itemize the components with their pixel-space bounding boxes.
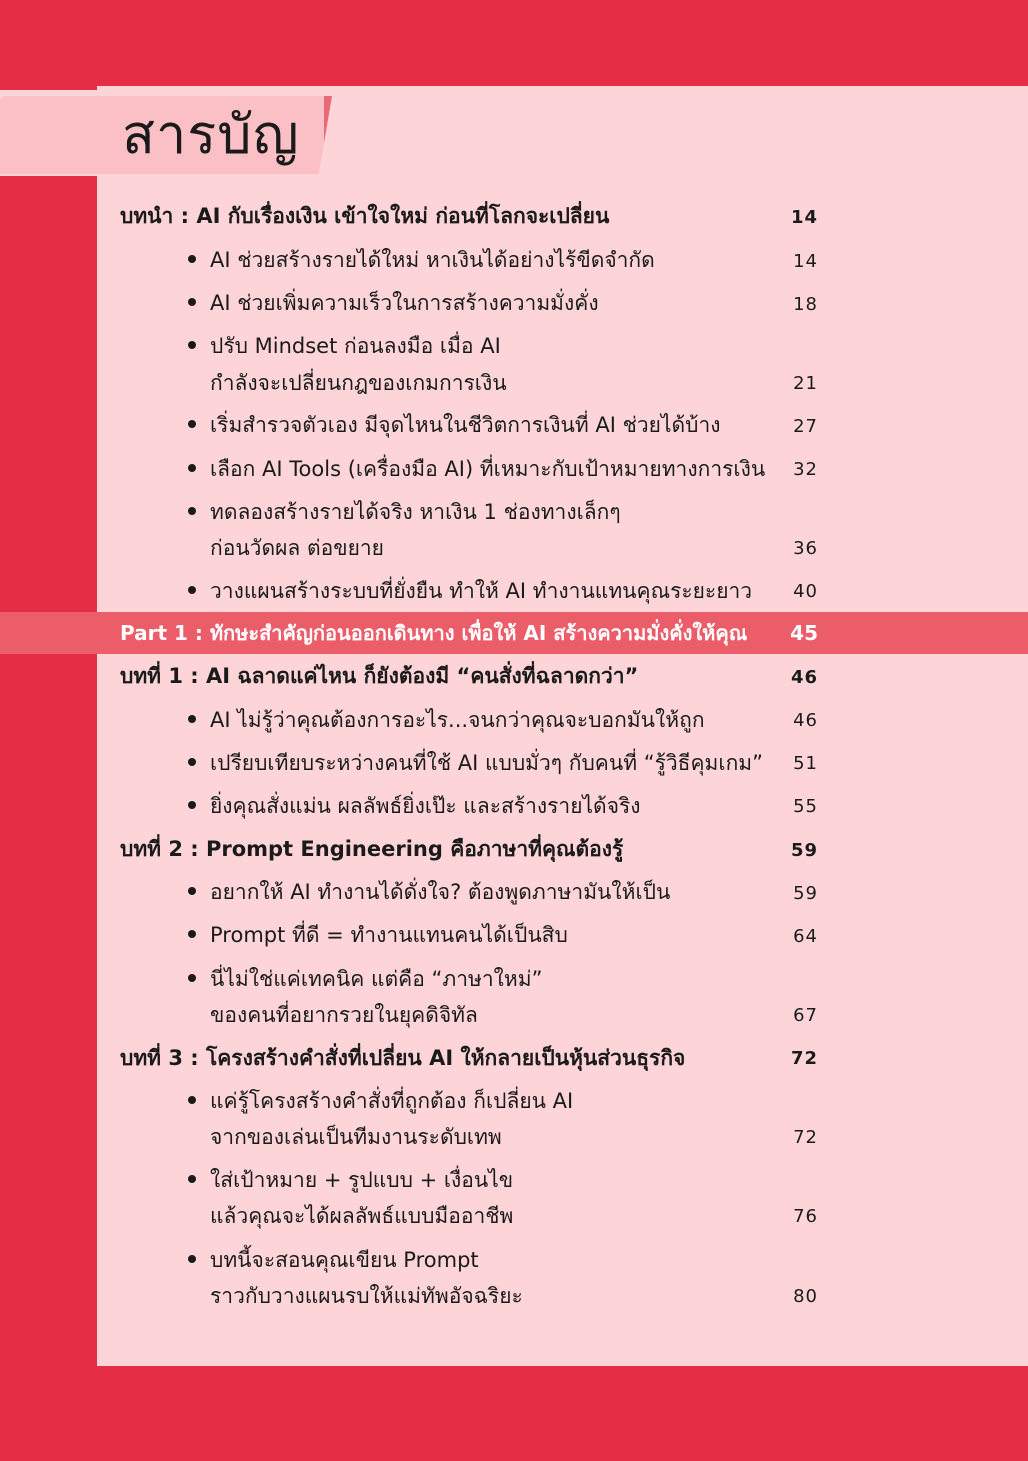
bullet-icon — [188, 507, 196, 515]
toc-page-number: 14 — [793, 251, 818, 272]
toc-item[interactable]: Prompt ที่ดี = ทำงานแทนคนได้เป็นสิบ — [188, 921, 568, 949]
toc-page-number: 45 — [790, 621, 818, 645]
toc-chapter-2[interactable]: บทที่ 2 : Prompt Engineering คือภาษาที่คุณต้องรู้ — [120, 837, 624, 861]
toc-item[interactable]: ใส่เป้าหมาย + รูปแบบ + เงื่อนไข — [188, 1166, 513, 1194]
toc-item[interactable]: เริ่มสำรวจตัวเอง มีจุดไหนในชีวิตการเงินที่ AI ช่วยได้บ้าง — [188, 411, 721, 439]
toc-page-number: 59 — [790, 840, 818, 861]
bullet-icon — [188, 255, 196, 263]
toc-page-number: 76 — [793, 1206, 818, 1227]
bullet-icon — [188, 420, 196, 428]
bullet-icon — [188, 887, 196, 895]
toc-item[interactable]: เปรียบเทียบระหว่างคนที่ใช้ AI แบบมั่วๆ กับคนที่ “รู้วิธีคุมเกม” — [188, 749, 763, 777]
toc-page-number: 72 — [793, 1127, 818, 1148]
toc-page-number: 64 — [793, 926, 818, 947]
toc-item[interactable]: นี่ไม่ใช่แค่เทคนิค แต่คือ “ภาษาใหม่” — [188, 965, 542, 993]
toc-chapter-3[interactable]: บทที่ 3 : โครงสร้างคำสั่งที่เปลี่ยน AI ให้กลายเป็นหุ้นส่วนธุรกิจ — [120, 1046, 686, 1070]
toc-item[interactable]: AI ไม่รู้ว่าคุณต้องการอะไร...จนกว่าคุณจะบอกมันให้ถูก — [188, 706, 705, 734]
toc-item[interactable]: บทนี้จะสอนคุณเขียน Prompt — [188, 1246, 479, 1274]
toc-item[interactable]: AI ช่วยเพิ่มความเร็วในการสร้างความมั่งคั่ง — [188, 289, 599, 317]
bullet-icon — [188, 974, 196, 982]
toc-chapter-intro[interactable]: บทนำ : AI กับเรื่องเงิน เข้าใจใหม่ ก่อนที่โลกจะเปลี่ยน — [120, 204, 610, 228]
bullet-icon — [188, 801, 196, 809]
toc-item[interactable]: อยากให้ AI ทำงานได้ดั่งใจ? ต้องพูดภาษามันให้เป็น — [188, 878, 670, 906]
bullet-icon — [188, 715, 196, 723]
toc-page-number: 80 — [793, 1286, 818, 1307]
toc-item-continuation: ของคนที่อยากรวยในยุคดิจิทัล — [210, 1003, 478, 1027]
toc-chapter-1[interactable]: บทที่ 1 : AI ฉลาดแค่ไหน ก็ยังต้องมี “คนสั่งที่ฉลาดกว่า” — [120, 664, 639, 688]
bullet-icon — [188, 930, 196, 938]
toc-item-continuation: ราวกับวางแผนรบให้แม่ทัพอัจฉริยะ — [210, 1284, 523, 1308]
bullet-icon — [188, 586, 196, 594]
toc-page-number: 51 — [793, 753, 818, 774]
page-title: สารบัญ — [122, 103, 300, 166]
toc-item[interactable]: แค่รู้โครงสร้างคำสั่งที่ถูกต้อง ก็เปลี่ยน AI — [188, 1087, 573, 1115]
toc-item-continuation: กำลังจะเปลี่ยนกฎของเกมการเงิน — [210, 371, 507, 395]
toc-part-1[interactable]: Part 1 : ทักษะสำคัญก่อนออกเดินทาง เพื่อให้ AI สร้างความมั่งคั่งให้คุณ — [120, 621, 748, 645]
toc-item-continuation: แล้วคุณจะได้ผลลัพธ์แบบมืออาชีพ — [210, 1204, 514, 1228]
toc-item-continuation: ก่อนวัดผล ต่อขยาย — [210, 536, 384, 560]
toc-item[interactable]: ยิ่งคุณสั่งแม่น ผลลัพธ์ยิ่งเป๊ะ และสร้างรายได้จริง — [188, 792, 641, 820]
toc-item[interactable]: AI ช่วยสร้างรายได้ใหม่ หาเงินได้อย่างไร้ขีดจำกัด — [188, 246, 655, 274]
toc-item-continuation: จากของเล่นเป็นทีมงานระดับเทพ — [210, 1125, 502, 1149]
bullet-icon — [188, 464, 196, 472]
bullet-icon — [188, 1255, 196, 1263]
bullet-icon — [188, 298, 196, 306]
toc-page-number: 18 — [793, 294, 818, 315]
toc-page-number: 67 — [793, 1005, 818, 1026]
toc-page-number: 46 — [793, 710, 818, 731]
bullet-icon — [188, 1175, 196, 1183]
toc-item[interactable]: ทดลองสร้างรายได้จริง หาเงิน 1 ช่องทางเล็กๆ — [188, 498, 621, 526]
toc-page-number: 21 — [793, 373, 818, 394]
bullet-icon — [188, 1096, 196, 1104]
toc-page-number: 72 — [790, 1048, 818, 1069]
toc-page-number: 27 — [793, 416, 818, 437]
toc-page-number: 46 — [790, 667, 818, 688]
bullet-icon — [188, 758, 196, 766]
bullet-icon — [188, 341, 196, 349]
toc-page-number: 59 — [793, 883, 818, 904]
toc-page-number: 32 — [793, 459, 818, 480]
toc-item[interactable]: วางแผนสร้างระบบที่ยั่งยืน ทำให้ AI ทำงานแทนคุณระยะยาว — [188, 577, 752, 605]
toc-page-number: 55 — [793, 796, 818, 817]
toc-item[interactable]: ปรับ Mindset ก่อนลงมือ เมื่อ AI — [188, 332, 501, 360]
toc-page-number: 14 — [790, 207, 818, 228]
toc-page-number: 40 — [793, 581, 818, 602]
toc-item[interactable]: เลือก AI Tools (เครื่องมือ AI) ที่เหมาะกับเป้าหมายทางการเงิน — [188, 455, 765, 483]
toc-page-number: 36 — [793, 538, 818, 559]
